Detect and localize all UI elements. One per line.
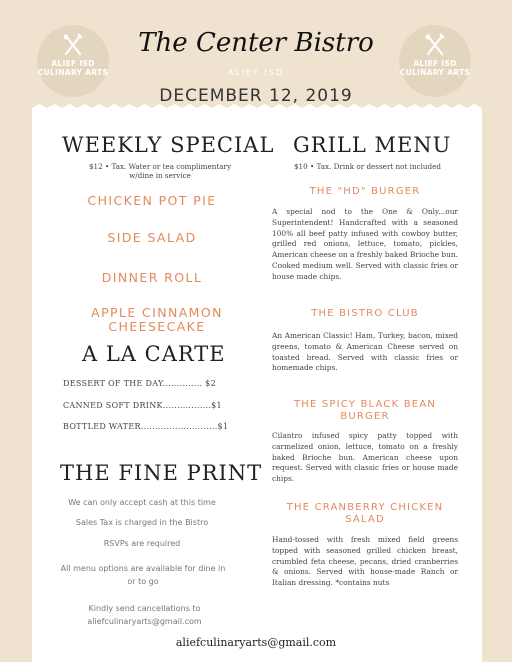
fine-print-line: All menu options are available for dine in or to go — [60, 564, 226, 586]
grill-item-description: An American Classic! Ham, Turkey, bacon, mixed greens, tomato & American Cheese served on toasted bread. Served with classic fries or homemade chips. — [272, 331, 458, 373]
contact-email: aliefculinaryarts@gmail.com — [175, 636, 337, 649]
weekly-special-heading: WEEKLY SPECIAL — [62, 133, 275, 157]
grill-item-name: THE BISTRO CLUB — [311, 308, 419, 319]
fine-print-line: Kindly send cancellations to aliefculinaryarts@gmail.com — [87, 604, 202, 626]
logo-text: ALIEF ISD CULINARY ARTS — [399, 59, 471, 77]
grill-item-name: THE SPICY BLACK BEAN BURGER — [293, 399, 437, 422]
fine-print-line: RSVPs are required — [103, 539, 181, 548]
grill-menu-heading: GRILL MENU — [293, 133, 452, 157]
grill-item-description: Hand-tossed with fresh mixed field greens topped with seasoned grilled chicken breast, crumbled feta cheese, pecans, dried cranberries & onions. Served with house-made Ranch or Italian dressing. *contains nuts — [272, 535, 458, 588]
special-item: DINNER ROLL — [101, 270, 203, 285]
grill-item-description: Cilantro infused spicy patty topped with carmelized onion, lettuce, tomato on a freshly baked Brioche bun. American cheese upon request. Served with classic fries or house made chips. — [272, 431, 458, 484]
grill-menu-note: $10 • Tax. Drink or dessert not included — [293, 162, 442, 171]
grill-item-name: THE CRANBERRY CHICKEN SALAD — [286, 502, 444, 525]
special-item: APPLE CINNAMON CHEESECAKE — [91, 305, 223, 334]
logo-text: ALIEF ISD CULINARY ARTS — [37, 59, 109, 77]
menu-date: DECEMBER 12, 2019 — [159, 86, 353, 106]
a-la-carte-heading: A LA CARTE — [82, 342, 226, 366]
grill-item-name: THE "HD" BURGER — [309, 186, 421, 197]
page-title: The Center Bistro — [138, 28, 374, 58]
special-item: SIDE SALAD — [107, 230, 197, 245]
carte-item: CANNED SOFT DRINK.................$1 — [63, 401, 222, 410]
page-subtitle: ALIEF ISD — [227, 68, 285, 77]
carte-item: BOTTLED WATER...........................$1 — [63, 422, 229, 431]
fine-print-heading: THE FINE PRINT — [60, 461, 263, 485]
special-item: CHICKEN POT PIE — [87, 193, 217, 208]
carte-item: DESSERT OF THE DAY.............. $2 — [63, 379, 216, 388]
fine-print-line: We can only accept cash at this time — [68, 498, 216, 507]
grill-item-description: A special nod to the One & Only...our Superintendent! Handcrafted with a seasoned 100% all beef patty infused with cowboy butter, grilled red onions, lettuce, tomato, pickles, American cheese on a freshly baked Brioche bun. Cooked medium well. Served with classic fries or house made chips. — [272, 207, 458, 281]
weekly-special-note: $12 • Tax. Water or tea complimentary w/dine in service — [88, 162, 232, 180]
fine-print-line: Sales Tax is charged in the Bistro — [75, 518, 209, 527]
